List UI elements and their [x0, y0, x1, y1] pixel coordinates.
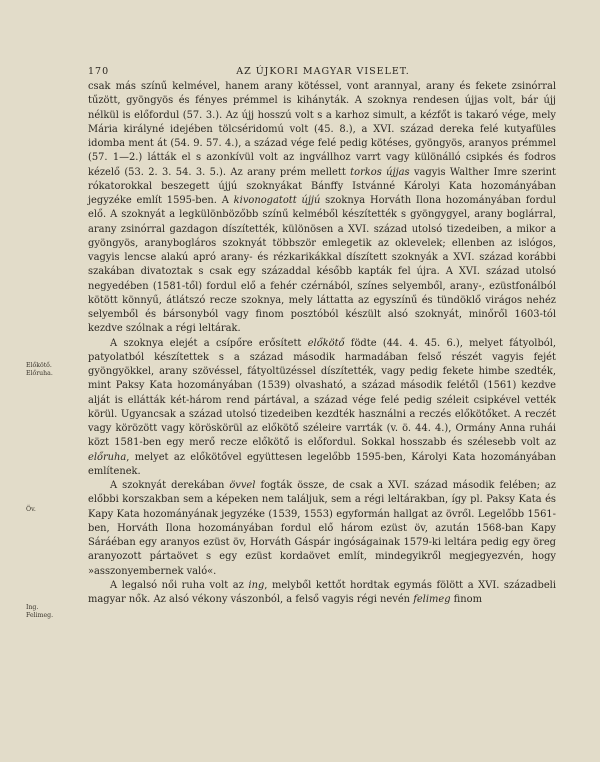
- margin-note-ing: [26, 604, 78, 620]
- margin-note-line: Előruha.: [26, 370, 53, 377]
- page-number: 170: [88, 66, 110, 77]
- text-run: csak más színű kelmével, hanem arany kötéssel, vont arannyal, arany és fekete zsinórral tűzött, gyöngyös és fényes prémmel is kihányták. A szoknya rendesen újjas volt, bár újj nélkül is előfordul (57. 3.). Az újj hosszú volt s a karhoz simult, a kézfőt is takaró vége, mely Mária királyné idejében tölcséridomú volt (45. 8.), a XVI. század derekа felé kutyafüles idomba ment át (54. 9. 57. 4.), a század vége felé pedig kötéses, gyöngyös, aranyos prémmel (57. 1—2.) látták el s azonkívül volt az ingvállhoz varrt vagy különálló csipkés és fodros kézelő (53. 2. 3. 54. 3. 5.). Az arany prém mellett: [88, 81, 556, 178]
- italic-term: előruha: [88, 451, 127, 463]
- margin-note-line: Ing.: [26, 604, 39, 611]
- text-run: A szoknya elejét a csípőre erősített: [110, 337, 308, 349]
- text-run: A szoknyát derekában: [110, 480, 230, 491]
- paragraph-ov: [88, 479, 556, 579]
- margin-note-elokoto: [26, 362, 78, 378]
- text-run: szoknya Horváth Ilona hozományában fordul elő. A szoknyát a legkülönbözőbb színű kelméből készítették s gyöngygyel, arany boglárral, arany zsinórral gazdagon díszítették, különösen a XVI. század utolsó tizedeiben, a mikor a gyöngyös, aranyboglárоs szoknyát többször emlegetik az oklevelek; ellenben az islógos, vagyis lencse alakú apró arany- és rézkarikákkal díszített szoknyák a XVI. század korábbi szakában divatoztak s csak egy századdal később kapták fel újra. A XVI. század utolsó negyedében (1581-től) fordul elő a fehér czérnából, színes selyemből, arany-, ezüstfonálból kötött könnyű, átlátszó recze szoknya, mely láttatta az egyszínű és tündöklő virágos nehéz selyemből és bársonyból vagy finom posztóból készült alsó szoknyát, minőről 1603-tól kezdve szólnak a régi leltárak.: [88, 195, 556, 335]
- italic-term: felimeg: [413, 594, 451, 605]
- text-run: finom: [450, 594, 482, 605]
- margin-note-ov: [26, 506, 78, 514]
- running-title: AZ ÚJKORI MAGYAR VISELET.: [236, 66, 410, 77]
- body-text: [88, 80, 556, 607]
- text-run: vagyis Walther Imre szerint rókatorokkal beszegett újjú szoknyákat Bánffy Istvánné Károlyi Kata hozományában jegyzéke említ 1595-ben. A: [88, 166, 556, 206]
- text-run: , melyből kettőt hordtak egymás fölött a XVI. századbeli magyar nők. Az alsó vékony vászonból, a felső vagyis régi nevén: [88, 579, 556, 605]
- text-run: , melyet az előkötővel együttesen legelőbb 1595-ben, Károlyi Kata hozományában említenek.: [88, 451, 556, 477]
- margin-note-line: Előkötő.: [26, 362, 52, 369]
- paragraph-ing: [88, 579, 556, 608]
- italic-term: övvel: [229, 480, 256, 491]
- paragraph-szoknya: [88, 80, 556, 337]
- margin-note-line: Felimeg.: [26, 612, 54, 619]
- text-run: A legalsó női ruha volt az: [110, 579, 249, 591]
- italic-term: torkos újjas: [350, 166, 410, 178]
- paragraph-elokoto: [88, 337, 556, 480]
- margin-note-line: Öv.: [26, 506, 36, 513]
- italic-term: előkötő: [307, 337, 345, 349]
- text-run: fogták össze, de csak a XVI. század második felében; az előbbi korszakban sem a képeken nem találjuk, sem a régi leltárakban, így pl. Paksy Kata és Kapy Kata hozományának jegyzéke (1539, 1553) egyformán hallgat az övről. Legelőbb 1561-ben, Horváth Ilona hozományában fordul elő három ezüst öv, azután 1568-ban Kapy Sáráéban egy aranyos ezüst öv, Horváth Gáspár ingóságainak 1579-ki leltára pedig egy öreg aranyozott pártaövet s egy ezüst kordaövet említ, mindegyikről megjegyezvén, hogy »asszonyembernek való«.: [88, 480, 556, 577]
- text-run: födte (44. 4. 45. 6.), melyet fátyolból, patyolatból készítettek s a század második harmadában felső részét vagyis fejét gyöngyökkel, arany szövéssel, fátyoltüzéssel díszítették, vagy pedig fekete himbe szedték, mint Paksy Kata hozományában (1539) olvasható, a század második felétől (1561) kezdve alját is ellátták két-három rend pártával, a század vége felé pedig széleit csipkével vették körül. Ugyancsak a század utolsó tizedeiben kezdték használni a reczés előkötőket. A reczét vagy körözött vagy köröskörül az előkötő széleire varrták (v. ö. 44. 4.), Ormány Anna ruhái közt 1581-ben egy merő recze előkötő is előfordul. Sokkal hosszabb és szélesebb volt az: [88, 337, 557, 449]
- italic-term: ing: [248, 579, 265, 591]
- italic-term: kivonogatott újjú: [233, 195, 321, 206]
